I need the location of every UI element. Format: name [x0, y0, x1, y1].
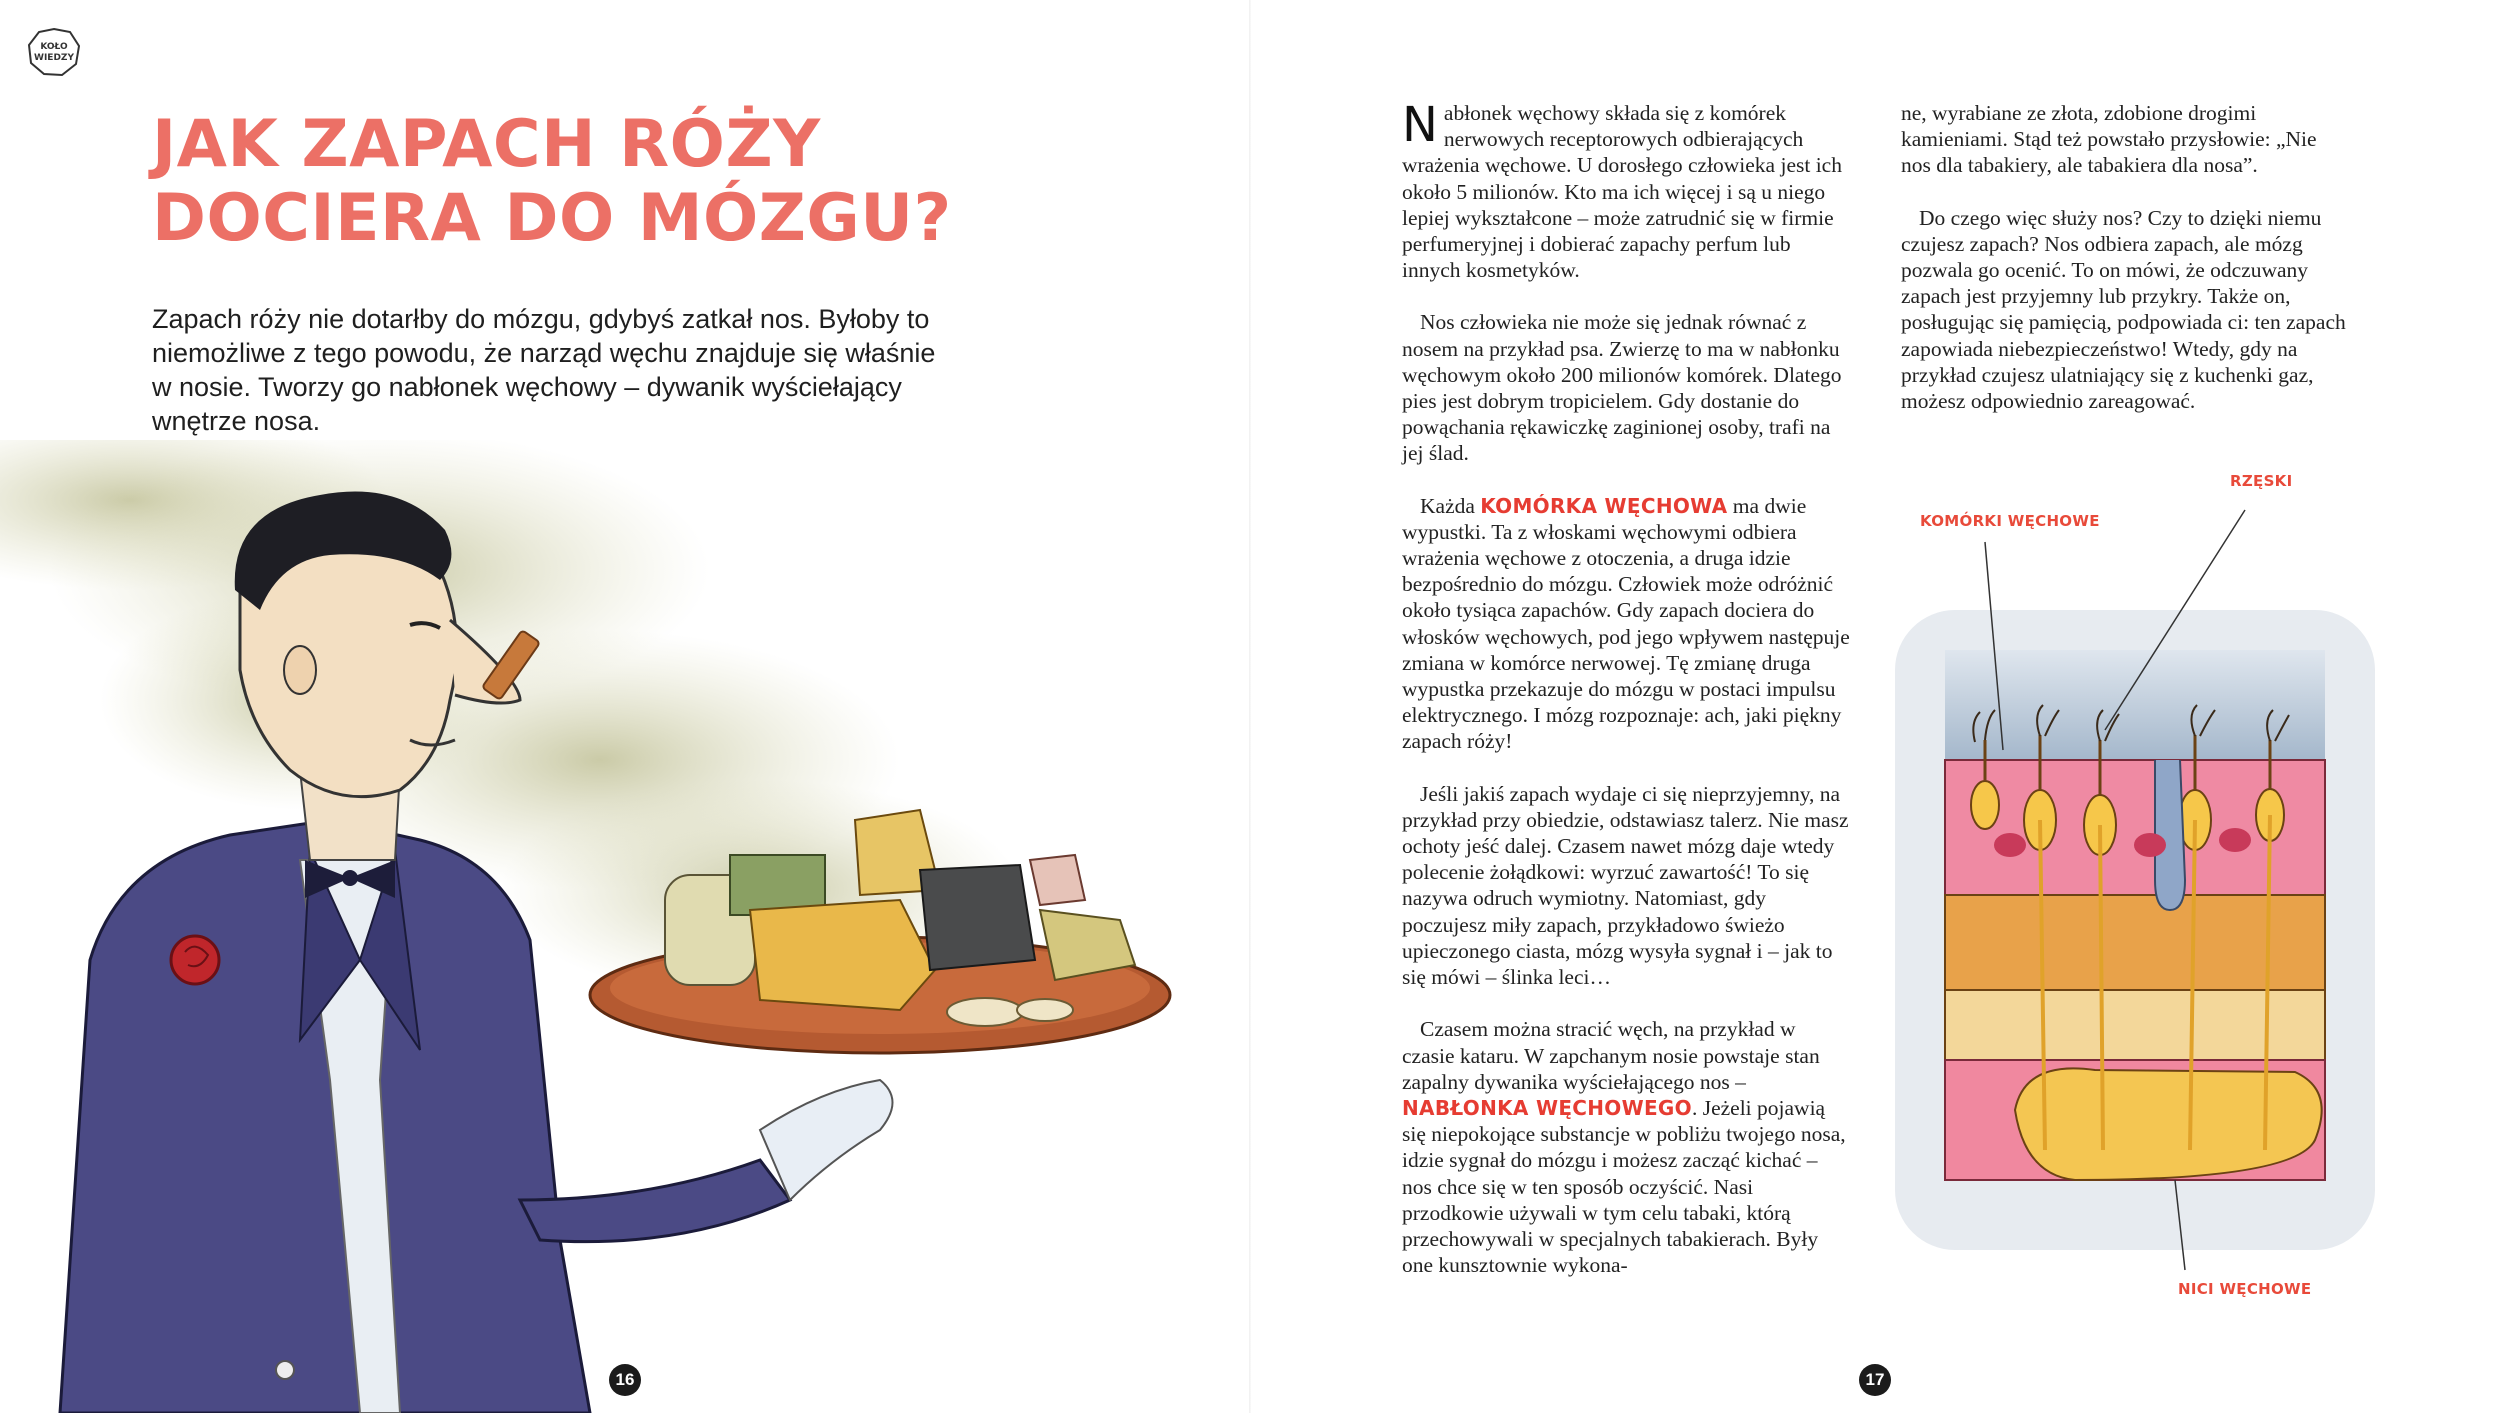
paragraph-3-after: ma dwie wypustki. Ta z włoskami węchowymi odbiera wrażenia węchowe z otoczenia, a druga idzie bezpośrednio do mózgu. Człowiek może odróżnić około tysiąca zapachów. Gdy zapach dociera do włosków węchowych, pod jego wpływem następuje zmiana w komórce nerwowej. Tę zmianę druga wypustka przekazuje do mózgu w postaci impulsu elektrycznego. I mózg rozpoznaje: ach, jaki piękny zapach róży!	[1402, 493, 1850, 754]
paragraph-7: Do czego więc służy nos? Czy to dzięki niemu czujesz zapach? Nos odbiera zapach, ale mózg pozwala go ocenić. To on mówi, że odczuwany zapach jest przyjemny lub przykry. Także on, posługując się pamięcią, podpowiada ci: ten zapach zapowiada niebezpieczeństwo! Wtedy, gdy na przykład czujesz ulatniający się z kuchenki gaz, możesz odpowiednio zareagować.	[1901, 205, 2346, 414]
koło-wiedzy-logo	[26, 26, 82, 78]
logo-line2: WIEDZY	[34, 53, 74, 63]
nerve-bundle	[2015, 1068, 2322, 1180]
paragraph-1	[1402, 97, 1852, 283]
paragraph-3-before: Każda	[1420, 493, 1475, 518]
logo-line1: KOŁO	[40, 42, 68, 52]
text-column-2	[1901, 100, 2351, 440]
title-line-2: DOCIERA DO MÓZGU?	[152, 181, 952, 256]
paragraph-2: Nos człowieka nie może się jednak równać z nosem na przykład psa. Zwierzę to ma w nabłonku węchowym około 200 milionów komórek. Dlatego pies jest dobrym tropicielem. Gdy dostanie do powąchania rękawiczkę zaginionej osoby, trafi na jej ślad.	[1402, 310, 1842, 466]
highlight-olfactory-cell: KOMÓRKA WĘCHOWA	[1480, 493, 1728, 518]
title-line-1: JAK ZAPACH RÓŻY	[152, 107, 821, 182]
olfactory-epithelium-diagram	[1875, 460, 2395, 1340]
label-olfactory-nerves: NICI WĘCHOWE	[2178, 1280, 2312, 1298]
mucus-layer	[1945, 650, 2325, 770]
label-olfactory-cells: KOMÓRKI WĘCHOWE	[1920, 512, 2100, 530]
paragraph-5-before: Czasem można stracić węch, na przykład w czasie kataru. W zapchanym nosie powstaje stan zapalny dywanika wyściełającego nos –	[1402, 1017, 1820, 1094]
drop-cap: N	[1402, 97, 1438, 153]
page-number-left: 16	[609, 1364, 641, 1396]
paragraph-5	[1402, 1016, 1852, 1278]
paragraph-4: Jeśli jakiś zapach wydaje ci się nieprzyjemny, na przykład przy obiedzie, odstawiasz talerz. Nie masz ochoty jeść dalej. Czasem nawet mózg daje wtedy polecenie żołądkowi: wyrzuć zawartość! To się nazywa odruch wymiotny. Natomiast, gdy poczujesz miły zapach, przykładowo świeżo upieczonego ciasta, mózg wysyła sygnał i – jak to się mówi – ślinka leci…	[1402, 781, 1849, 990]
highlight-olfactory-epithelium: NABŁONKA WĘCHOWEGO	[1402, 1095, 1692, 1120]
text-column-1	[1402, 97, 1852, 1304]
page-title	[152, 108, 1052, 256]
paragraph-1-text: abłonek węchowy składa się z komórek nerwowych receptorowych odbierających wrażenia węchowe. U dorosłego człowieka jest ich około 5 milionów. Kto ma ich więcej i są u niego lepiej wykształcone – może zatrudnić się w firmie perfumeryjnej i dobierać zapachy perfum lub innych kosmetyków.	[1402, 101, 1842, 283]
paragraph-3	[1402, 493, 1852, 755]
paragraph-5-after: . Jeżeli pojawią się niepokojące substancje w pobliżu twojego nosa, idzie sygnał do mózgu i możesz zacząć kichać – nos chce się w ten sposób oczyścić. Nasi przodkowie używali w tym celu tabaki, którą przechowywali w specjalnych tabakierach. Były one kunsztownie wykona-	[1402, 1095, 1846, 1278]
paragraph-6: ne, wyrabiane ze złota, zdobione drogimi kamieniami. Stąd też powstało przysłowie: „Nie nos dla tabakiery, ale tabakiera dla nosa”.	[1901, 101, 2317, 178]
intro-paragraph: Zapach róży nie dotarłby do mózgu, gdybyś zatkał nos. Byłoby to niemożliwe z tego powodu, że narząd węchu znajduje się właśnie w nosie. Tworzy go nabłonek węchowy – dywanik wyściełający wnętrze nosa.	[152, 304, 936, 436]
waiter-with-cheese-illustration	[0, 440, 1250, 1413]
page-number-right: 17	[1859, 1364, 1891, 1396]
label-cilia: RZĘSKI	[2230, 472, 2293, 490]
